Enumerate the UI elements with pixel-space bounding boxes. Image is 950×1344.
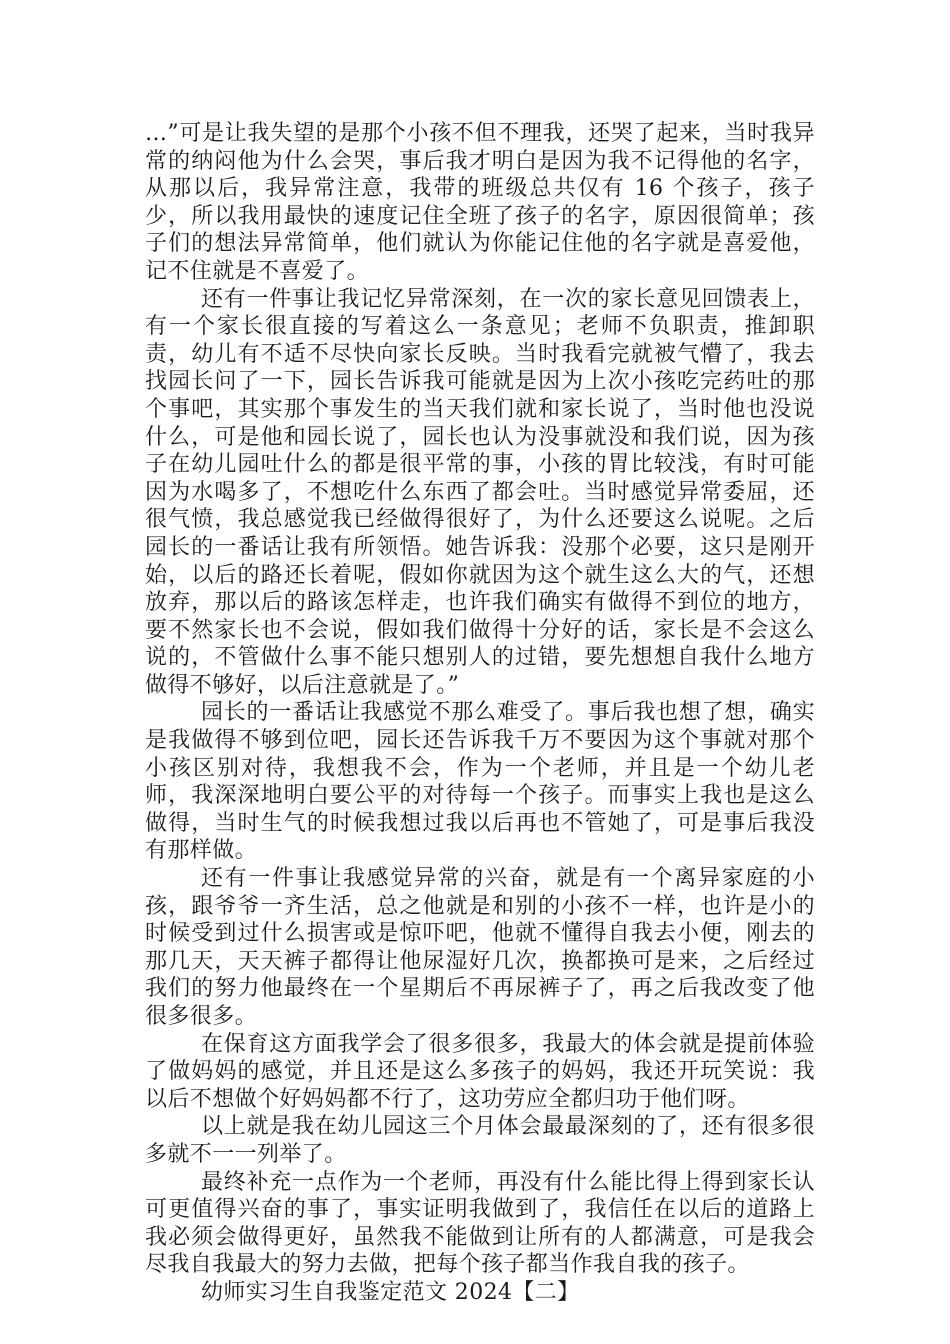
paragraph-7: 最终补充一点作为一个老师，再没有什么能比得上得到家长认可更值得兴奋的事了，事实证明我做到了，我信任在以后的道路上我必须会做得更好，虽然我不能做到让所有的人都满意，可是我会尽我自我最大的努力去做，把每个孩子都当作我自我的孩子。: [145, 1169, 815, 1278]
paragraph-2: 还有一件事让我记忆异常深刻，在一次的家长意见回馈表上，有一个家长很直接的写着这么一条意见；老师不负职责，推卸职责，幼儿有不适不尽快向家长反映。当时我看完就被气懵了，我去找园长问了一下，园长告诉我可能就是因为上次小孩吃完药吐的那个事吧，其实那个事发生的当天我们就和家长说了，当时他也没说什么，可是他和园长说了，园长也认为没事就没和我们说，因为孩子在幼儿园吐什么的都是很平常的事，小孩的胃比较浅，有时可能因为水喝多了，不想吃什么东西了都会吐。当时感觉异常委屈，还很气愤，我总感觉我已经做得很好了，为什么还要这么说呢。之后园长的一番话让我有所领悟。她告诉我：没那个必要，这只是刚开始，以后的路还长着呢，假如你就因为这个就生这么大的气，还想放弃，那以后的路该怎样走，也许我们确实有做得不到位的地方，要不然家长也不会说，假如我们做得十分好的话，家长是不会这么说的，不管做什么事不能只想别人的过错，要先想想自我什么地方做得不够好，以后注意就是了。”: [145, 286, 815, 698]
paragraph-6: 以上就是我在幼儿园这三个月体会最最深刻的了，还有很多很多就不一一列举了。: [145, 1114, 815, 1167]
section-heading: 幼师实习生自我鉴定范文 2024【二】: [201, 1279, 580, 1305]
paragraph-1: …”可是让我失望的是那个小孩不但不理我，还哭了起来，当时我异常的纳闷他为什么会哭，事后我才明白是因为我不记得他的名字，从那以后，我异常注意，我带的班级总共仅有 16 个孩子，孩子少，所以我用最快的速度记住全班了孩子的名字，原因很简单；孩子们的想法异常简单，他们就认为你能记住他的名字就是喜爱他，记不住就是不喜爱了。: [145, 121, 815, 284]
paragraph-4: 还有一件事让我感觉异常的兴奋，就是有一个离异家庭的小孩，跟爷爷一齐生活，总之他就是和别的小孩不一样，也许是小的时候受到过什么损害或是惊吓吧，他就不懂得自我去小便，刚去的那几天，天天裤子都得让他尿湿好几次，换都换可是来，之后经过我们的努力他最终在一个星期后不再尿裤子了，再之后我改变了他很多很多。: [145, 866, 815, 1029]
paragraph-3: 园长的一番话让我感觉不那么难受了。事后我也想了想，确实是我做得不够到位吧，园长还告诉我千万不要因为这个事就对那个小孩区别对待，我想我不会，作为一个老师，并且是一个幼儿老师，我深深地明白要公平的对待每一个孩子。而事实上我也是这么做得，当时生气的时候我想过我以后再也不管她了，可是事后我没有那样做。: [145, 700, 815, 864]
paragraph-5: 在保育这方面我学会了很多很多，我最大的体会就是提前体验了做妈妈的感觉，并且还是这么多孩子的妈妈，我还开玩笑说：我以后不想做个好妈妈都不行了，这功劳应全都归功于他们呀。: [145, 1031, 815, 1112]
document-body: [145, 120, 815, 1307]
